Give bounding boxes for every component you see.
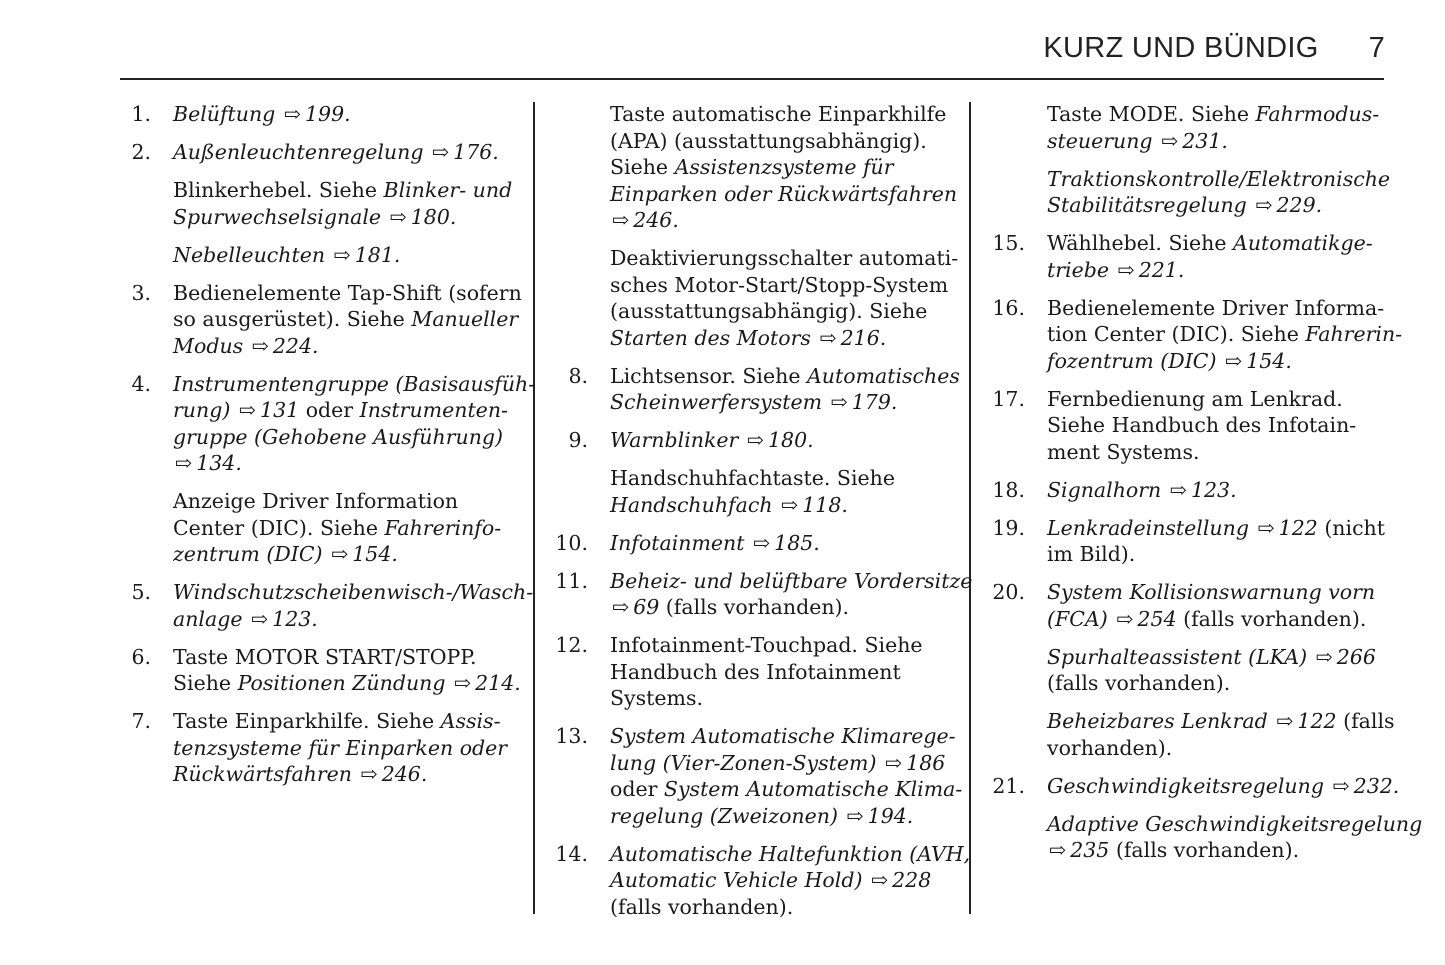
cross-reference-text: 154. (352, 542, 398, 566)
text-line (173, 761, 535, 788)
item-text (1047, 386, 1422, 466)
item-number: 1. (131, 102, 151, 126)
page-reference-arrow-icon: ⇨ (238, 398, 257, 422)
item-text (610, 427, 972, 454)
page-reference-arrow-icon: ⇨ (283, 102, 302, 126)
cross-reference-text: rung) (173, 398, 237, 422)
item-text (1047, 477, 1422, 504)
item-text (173, 242, 535, 269)
cross-reference-text: Modus (173, 333, 250, 358)
text-line: Lenkradeinstellung ⇨ 122 (nicht (1047, 515, 1385, 540)
text-line: Blinkerhebel. Siehe Blinker- und (173, 178, 513, 202)
text-line (173, 735, 535, 762)
item-number: 9. (568, 428, 588, 452)
cross-reference-text: Fahrerinfo- (384, 515, 502, 540)
text-line: (FCA) ⇨ 254 (falls vorhanden). (1047, 606, 1367, 631)
cross-reference-text: System Automatische Klimarege- (610, 724, 956, 748)
list-subitem (610, 465, 972, 518)
list-subitem (610, 245, 972, 351)
list-subitem (1047, 811, 1422, 864)
cross-reference-text: 180. (768, 428, 814, 452)
item-text (610, 363, 972, 416)
cross-reference-text: Handschuhfach (610, 492, 780, 517)
item-text (1047, 230, 1422, 283)
cross-reference-text: Infotainment (610, 530, 751, 555)
cross-reference-text: steuerung (1047, 128, 1160, 153)
text-line: Siehe Positionen Zündung ⇨ 214. (173, 671, 521, 695)
cross-reference-text: 123. (1190, 477, 1237, 502)
cross-reference-text: 179. (851, 390, 898, 414)
item-text (1047, 515, 1422, 568)
cross-reference-text: Belüftung (173, 102, 282, 126)
cross-reference-text: Adaptive Geschwindigkeitsregelung (1047, 811, 1423, 836)
page-reference-arrow-icon: ⇨ (1161, 128, 1179, 153)
text-line (610, 803, 972, 830)
column-2 (555, 101, 973, 932)
item-number: 16. (992, 295, 1025, 320)
text-line (1047, 257, 1422, 284)
item-text (610, 723, 972, 829)
page-reference-arrow-icon: ⇨ (1315, 644, 1333, 669)
item-text (173, 371, 535, 477)
text-line: Handschuhfachtaste. Siehe (610, 466, 895, 490)
text-line (173, 579, 535, 606)
item-text (610, 245, 972, 351)
text-line: Wählhebel. Siehe Automatikge- (1047, 231, 1373, 255)
cross-reference-text: 122 (1297, 709, 1337, 733)
cross-reference-text: Automatic Vehicle Hold) (610, 868, 869, 892)
cross-reference-text: 254 (1137, 606, 1177, 631)
list-item (131, 708, 535, 788)
list-item (555, 632, 972, 712)
cross-reference-text: System Automatische Klima- (663, 777, 963, 801)
page-reference-arrow-icon: ⇨ (1049, 838, 1067, 862)
page-reference-arrow-icon: ⇨ (781, 492, 799, 517)
item-text (173, 488, 535, 568)
list-subitem (1047, 644, 1422, 697)
page-reference-arrow-icon: ⇨ (752, 530, 771, 555)
text-line: Fernbedienung am Lenkrad. (1047, 386, 1343, 411)
text-line: Anzeige Driver Information (173, 489, 459, 513)
item-number: 4. (131, 371, 151, 396)
cross-reference-text: Fahrerin- (1305, 322, 1403, 346)
list-item (555, 568, 973, 621)
text-line: Infotainment-Touchpad. Siehe (610, 633, 923, 657)
item-text (610, 530, 972, 557)
text-line (173, 606, 535, 633)
item-number: 12. (555, 633, 588, 657)
cross-reference-text: gruppe (Gehobene Ausführung) (173, 424, 504, 449)
cross-reference-text: 134. (196, 451, 242, 475)
page-reference-arrow-icon: ⇨ (453, 671, 472, 695)
cross-reference-text: Assis- (440, 709, 501, 733)
cross-reference-text: Spurhalteassistent (LKA) (1047, 644, 1314, 669)
page-reference-arrow-icon: ⇨ (846, 803, 864, 828)
text-line (610, 492, 972, 519)
list-item (131, 280, 535, 360)
cross-reference-text: Warnblinker (610, 428, 745, 452)
text-line: (falls vorhanden). (610, 894, 794, 919)
list-item (131, 139, 535, 166)
text-line (1047, 773, 1422, 800)
text-line: Bedienelemente Tap-Shift (sofern (173, 280, 522, 305)
list-subitem (173, 488, 535, 568)
text-line (610, 325, 972, 352)
cross-reference-text: 122 (1278, 515, 1318, 540)
item-text (610, 841, 972, 921)
list-item (555, 841, 972, 921)
text-line (1047, 166, 1422, 193)
item-text (610, 101, 972, 234)
text-line (173, 424, 535, 451)
page-reference-arrow-icon: ⇨ (431, 140, 450, 164)
text-line: Taste MOTOR START/STOPP. (173, 644, 477, 669)
text-line: so ausgerüstet). Siehe Manueller (173, 307, 519, 331)
cross-reference-text: 185. (774, 530, 820, 555)
cross-reference-text: 221. (1138, 257, 1185, 282)
text-line: Lichtsensor. Siehe Automatisches (610, 363, 960, 388)
text-line: (ausstattungsabhängig). Siehe (610, 299, 928, 323)
item-text (1047, 101, 1422, 154)
text-line (610, 207, 972, 234)
item-text (173, 579, 535, 632)
cross-reference-text: Fahrmodus- (1255, 102, 1380, 126)
list-item (992, 386, 1422, 466)
page-reference-arrow-icon: ⇨ (612, 595, 630, 619)
cross-reference-text: 214. (475, 671, 521, 695)
text-line: Bedienelemente Driver Informa- (1047, 295, 1385, 320)
text-line: im Bild). (1047, 542, 1136, 566)
cross-reference-text: Blinker- und (383, 178, 513, 202)
text-line: Taste automatische Einparkhilfe (610, 102, 947, 126)
page-reference-arrow-icon: ⇨ (360, 762, 378, 786)
cross-reference-text: Signalhorn (1047, 477, 1168, 502)
item-text (610, 568, 972, 621)
list-subitem (1047, 101, 1422, 154)
page-reference-arrow-icon: ⇨ (1255, 193, 1273, 217)
text-line (610, 427, 972, 454)
list-item (555, 723, 972, 829)
page-reference-arrow-icon: ⇨ (175, 451, 193, 475)
item-number: 7. (131, 709, 151, 733)
item-text (1047, 166, 1422, 219)
text-line: ⇨ 235 (falls vorhanden). (1049, 838, 1300, 862)
list-item (992, 230, 1422, 283)
text-line (1047, 192, 1422, 219)
cross-reference-text: zentrum (DIC) (173, 542, 330, 566)
cross-reference-text: 228 (892, 868, 932, 892)
page-reference-arrow-icon: ⇨ (870, 868, 889, 892)
text-line: rung) ⇨ 131 oder Instrumenten- (173, 398, 508, 422)
list-item (568, 363, 972, 416)
list-item (555, 530, 972, 557)
item-text (1047, 295, 1422, 375)
item-number: 8. (568, 363, 588, 388)
list-item (992, 295, 1422, 375)
cross-reference-text: 229. (1276, 193, 1323, 217)
item-number: 14. (555, 841, 588, 866)
text-line (1047, 811, 1422, 838)
page-reference-arrow-icon: ⇨ (830, 390, 848, 414)
text-line: Taste MODE. Siehe Fahrmodus- (1047, 102, 1380, 126)
text-line (173, 541, 535, 568)
cross-reference-text: 123. (272, 606, 318, 631)
column-1 (131, 101, 536, 799)
cross-reference-text: Einparken oder Rückwärtsfahren (610, 181, 958, 206)
cross-reference-text: Instrumentengruppe (Basisausfüh- (173, 371, 536, 396)
page-number: 7 (1368, 32, 1385, 64)
cross-reference-text: Stabilitätsregelung (1047, 193, 1254, 217)
text-line: tion Center (DIC). Siehe Fahrerin- (1047, 322, 1403, 346)
item-text (173, 280, 535, 360)
cross-reference-text: Scheinwerfersystem (610, 390, 829, 414)
text-line: (APA) (ausstattungsabhängig). (610, 128, 927, 153)
text-line (610, 181, 972, 208)
cross-reference-text: Windschutzscheibenwisch-/Wasch- (173, 580, 534, 604)
item-number: 17. (992, 386, 1025, 411)
cross-reference-text: anlage (173, 606, 249, 631)
item-number: 13. (555, 724, 588, 748)
text-line: vorhanden). (1047, 735, 1173, 760)
text-line: Systems. (610, 686, 703, 710)
text-line: (falls vorhanden). (1047, 671, 1231, 695)
item-number: 5. (131, 580, 151, 604)
cross-reference-text: 216. (840, 325, 887, 350)
page-reference-arrow-icon: ⇨ (1225, 348, 1243, 373)
text-line: Handbuch des Infotainment (610, 659, 901, 684)
item-text (1047, 811, 1422, 864)
cross-reference-text: 176. (453, 140, 499, 164)
list-subitem (1047, 166, 1422, 219)
page-reference-arrow-icon: ⇨ (251, 333, 269, 358)
list-item (131, 579, 535, 632)
cross-reference-text: 180. (410, 204, 457, 229)
item-number: 11. (555, 568, 588, 593)
page-header (1043, 32, 1385, 65)
page-reference-arrow-icon: ⇨ (1276, 709, 1294, 733)
cross-reference-text: (FCA) (1047, 606, 1115, 631)
list-item (131, 371, 536, 477)
item-text (1047, 708, 1422, 761)
page-reference-arrow-icon: ⇨ (612, 208, 630, 232)
section-title: KURZ UND BÜNDIG (1043, 32, 1319, 64)
text-line: Center (DIC). Siehe Fahrerinfo- (173, 515, 502, 540)
list-subitem (173, 177, 535, 230)
cross-reference-text: Instrumenten- (359, 398, 508, 422)
cross-reference-text: Automatische Haltefunktion (AVH, (610, 841, 971, 866)
cross-reference-text: 231. (1182, 128, 1228, 153)
text-line (173, 450, 535, 477)
text-line (610, 841, 972, 868)
cross-reference-text: 194. (867, 803, 914, 828)
item-number: 15. (992, 231, 1025, 255)
page-reference-arrow-icon: ⇨ (1169, 477, 1187, 502)
list-item (992, 515, 1422, 568)
text-line (610, 568, 972, 595)
page-reference-arrow-icon: ⇨ (1332, 773, 1350, 798)
item-number: 2. (131, 140, 151, 164)
text-line (173, 242, 535, 269)
cross-reference-text: Traktionskontrolle/Elektronische (1047, 166, 1391, 191)
cross-reference-text: Starten des Motors (610, 325, 818, 350)
text-line (173, 101, 535, 128)
text-line (1047, 579, 1422, 606)
cross-reference-text: Außenleuchtenregelung (173, 140, 430, 164)
cross-reference-text: Beheizbares Lenkrad (1047, 709, 1275, 733)
column-3 (992, 101, 1423, 875)
item-number: 10. (555, 530, 588, 555)
cross-reference-text: Rückwärtsfahren (173, 762, 359, 786)
item-number: 6. (131, 644, 151, 669)
cross-reference-text: 199. (305, 102, 351, 126)
cross-reference-text: 154. (1246, 348, 1292, 373)
item-number: 21. (992, 773, 1025, 798)
item-text (1047, 773, 1422, 800)
text-line (1047, 348, 1422, 375)
cross-reference-text: Beheiz- und belüftbare Vordersitze (610, 568, 973, 593)
item-text (610, 465, 972, 518)
text-line (610, 530, 972, 557)
cross-reference-text: 69 (633, 595, 660, 619)
text-line (173, 139, 535, 166)
page-reference-arrow-icon: ⇨ (884, 750, 903, 775)
cross-reference-text: 232. (1353, 773, 1400, 798)
cross-reference-text: Geschwindigkeitsregelung (1047, 773, 1331, 798)
item-text (173, 101, 535, 128)
item-number: 3. (131, 280, 151, 305)
text-line: Siehe Assistenzsysteme für (610, 155, 894, 179)
text-line (610, 750, 972, 777)
text-line (610, 723, 972, 750)
item-text (173, 139, 535, 166)
text-line (610, 867, 972, 894)
list-subitem (1047, 708, 1422, 761)
item-text (173, 644, 535, 697)
page-reference-arrow-icon: ⇨ (746, 428, 765, 452)
text-line: Deaktivierungsschalter automati- (610, 246, 959, 270)
cross-reference-text: 246. (633, 208, 679, 232)
cross-reference-text: fozentrum (DIC) (1047, 348, 1223, 373)
item-text (173, 708, 535, 788)
text-line (610, 389, 972, 416)
cross-reference-text: 224. (272, 333, 319, 358)
text-line: Siehe Handbuch des Infotain- (1047, 413, 1357, 437)
cross-reference-text: Automatisches (806, 363, 960, 388)
cross-reference-text: Lenkradeinstellung (1047, 515, 1256, 540)
item-number: 20. (992, 580, 1025, 604)
cross-reference-text: regelung (Zweizonen) (610, 803, 845, 828)
cross-reference-text: lung (Vier-Zonen-System) (610, 750, 883, 775)
text-line: sches Motor-Start/Stopp-System (610, 272, 949, 297)
item-text (1047, 644, 1422, 697)
page-reference-arrow-icon: ⇨ (331, 542, 349, 566)
cross-reference-text: 266 (1336, 644, 1376, 669)
list-item (131, 101, 535, 128)
text-line (1047, 644, 1422, 671)
page-reference-arrow-icon: ⇨ (389, 204, 407, 229)
page-reference-arrow-icon: ⇨ (333, 242, 351, 267)
item-text (610, 632, 972, 712)
text-line (173, 333, 535, 360)
list-item (992, 579, 1422, 632)
list-item (131, 644, 535, 697)
text-line: ⇨ 69 (falls vorhanden). (612, 595, 850, 619)
cross-reference-text: System Kollisionswarnung vorn (1047, 580, 1376, 604)
cross-reference-text: 235 (1070, 838, 1110, 862)
item-text (173, 177, 535, 230)
cross-reference-text: Spurwechselsignale (173, 204, 388, 229)
page-reference-arrow-icon: ⇨ (1116, 606, 1134, 631)
cross-reference-text: 118. (802, 492, 848, 517)
cross-reference-text: tenzsysteme für Einparken oder (173, 735, 508, 760)
text-line (173, 371, 535, 398)
text-line: ment Systems. (1047, 439, 1200, 464)
text-line (173, 204, 535, 231)
text-line: oder System Automatische Klima- (610, 777, 963, 801)
cross-reference-text: 131 (260, 398, 300, 422)
cross-reference-text: 246. (381, 762, 428, 786)
page-reference-arrow-icon: ⇨ (250, 606, 269, 631)
page-reference-arrow-icon: ⇨ (1117, 257, 1135, 282)
item-number: 18. (992, 477, 1025, 502)
cross-reference-text: triebe (1047, 257, 1116, 282)
list-item (568, 427, 972, 454)
cross-reference-text: 186 (906, 750, 946, 775)
cross-reference-text: Positionen Zündung (237, 671, 452, 695)
text-line (1047, 128, 1422, 155)
cross-reference-text: 181. (354, 242, 401, 267)
list-item (992, 773, 1422, 800)
header-rule (120, 78, 1384, 80)
list-item (992, 477, 1422, 504)
text-line: Taste Einparkhilfe. Siehe Assis- (173, 709, 501, 733)
cross-reference-text: Nebelleuchten (173, 242, 332, 267)
text-line: Beheizbares Lenkrad ⇨ 122 (falls (1047, 709, 1395, 733)
list-subitem (173, 242, 535, 269)
page-reference-arrow-icon: ⇨ (1257, 515, 1275, 540)
page-reference-arrow-icon: ⇨ (819, 325, 837, 350)
item-text (1047, 579, 1422, 632)
cross-reference-text: Manueller (411, 307, 519, 331)
item-number: 19. (992, 515, 1025, 540)
cross-reference-text: Assistenzsysteme für (674, 155, 894, 179)
list-subitem (610, 101, 972, 234)
text-line (1047, 477, 1422, 504)
cross-reference-text: Automatikge- (1233, 231, 1373, 255)
